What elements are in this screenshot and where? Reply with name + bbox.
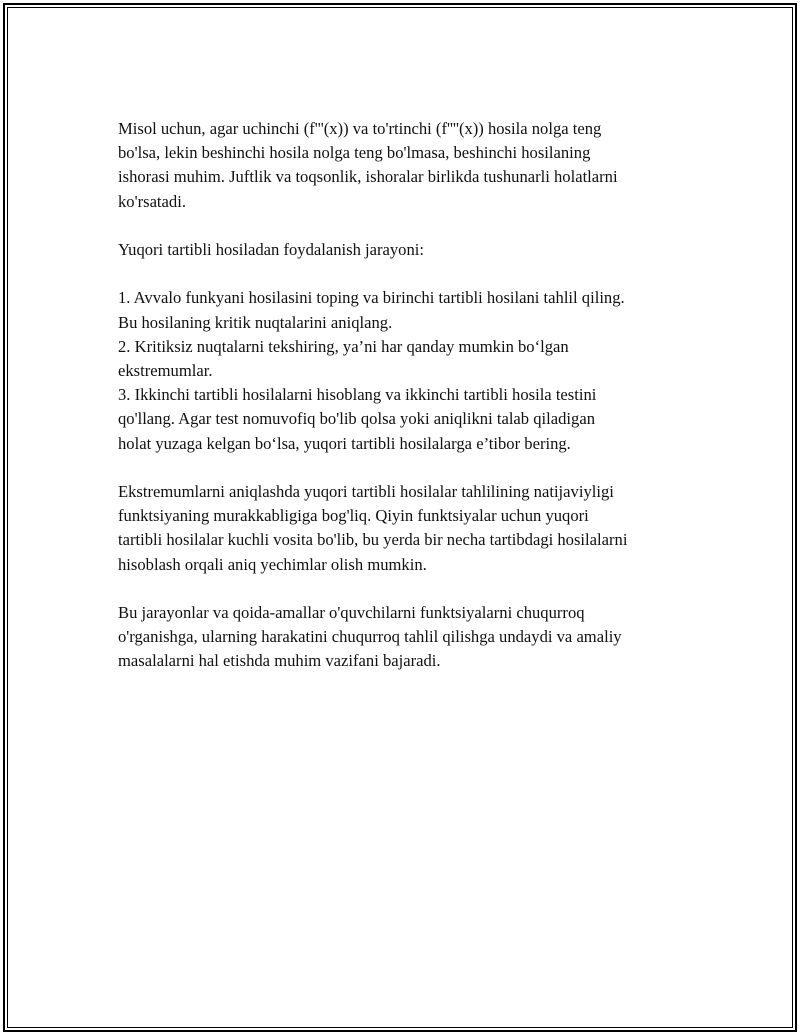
paragraph-conclusion: Bu jarayonlar va qoida-amallar o'quvchilarni funktsiyalarni chuqurroq o'rganishga, ularning harakatini chuqurroq tahlil qilishga undaydi va amaliy masalalarni hal etishda muhim vazifani bajaradi. — [118, 603, 622, 671]
paragraph-process-steps: 1. Avvalo funkyani hosilasini toping va birinchi tartibli hosilani tahlil qiling. Bu hosilaning kritik nuqtalarini aniqlang. 2. Kritiksiz nuqtalarni tekshiring, ya’ni har qanday mumkin bo‘lgan ekstremumlar. 3. Ikkinchi tartibli hosilalarni hisoblang va ikkinchi tartibli hosila testini qo'llang. Agar test nomuvofiq bo'lib qolsa yoki aniqlikni talab qiladigan holat yuzaga kelgan bo‘lsa, yuqori tartibli hosilalarga e’tibor bering. — [118, 288, 625, 453]
paragraph-process-heading: Yuqori tartibli hosiladan foydalanish jarayoni: — [118, 240, 424, 259]
paragraph-higher-derivative-example: Misol uchun, agar uchinchi (f'''(x)) va to'rtinchi (f''''(x)) hosila nolga teng bo'lsa, lekin beshinchi hosila nolga teng bo'lmasa, beshinchi hosilaning ishorasi muhim. Juftlik va toqsonlik, ishoralar birlikda tushunarli holatlarni ko'rsatadi. — [118, 119, 618, 211]
paragraph-effectiveness: Ekstremumlarni aniqlashda yuqori tartibli hosilalar tahlilining natijaviyligi funktsiyaning murakkabligiga bog'liq. Qiyin funktsiyalar uchun yuqori tartibli hosilalar kuchli vosita bo'lib, bu yerda bir necha tartibdagi hosilalarni hisoblash orqali aniq yechimlar olish mumkin. — [118, 482, 628, 574]
document-body — [118, 117, 708, 674]
